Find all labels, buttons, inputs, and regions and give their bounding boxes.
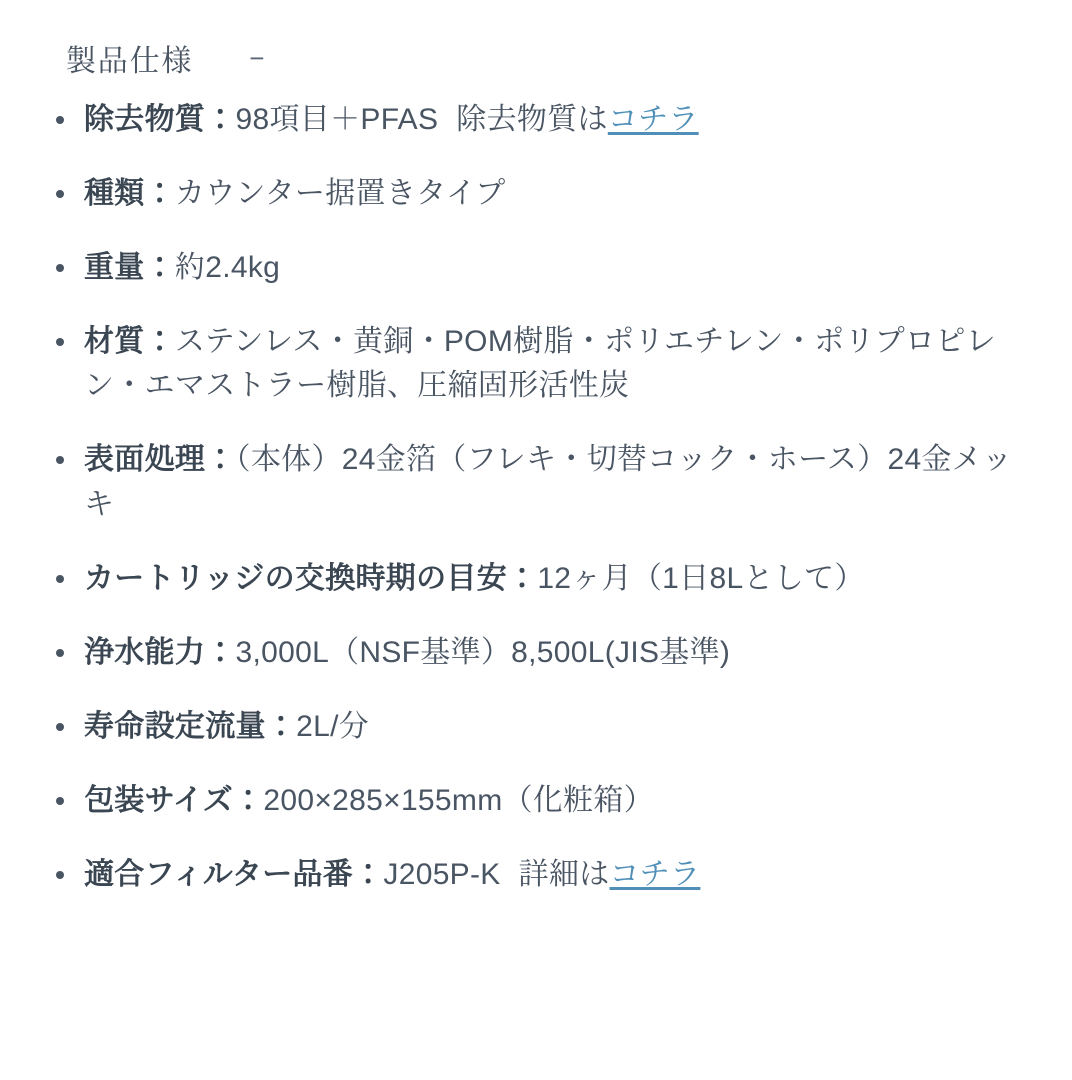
spec-trailing-text: 除去物質は [456,103,608,136]
spec-value: 200×285×155mm（化粧箱） [263,783,654,817]
spec-separator: ： [507,561,538,595]
spec-value: 約2.4kg [174,251,281,285]
spec-label: 表面処理 [84,443,206,477]
spec-label: 寿命設定流量 [84,709,266,743]
list-item [44,705,1042,749]
spec-separator: ： [353,858,384,892]
spec-section-header[interactable] [0,0,1072,98]
list-item [44,853,1042,897]
spec-list [0,98,1072,897]
spec-label: 除去物質 [84,103,206,136]
spec-value: 2L/分 [296,709,370,743]
spec-value: J205P-K [383,858,501,892]
list-item [44,557,1042,601]
spec-value: 3,000L（NSF基準）8,500L(JIS基準) [235,635,731,669]
list-item [44,98,1042,142]
spec-label: 種類 [84,177,145,211]
spec-label: 材質 [84,325,145,359]
spec-label: 重量 [84,251,145,285]
list-item [44,172,1042,216]
list-item [44,438,1042,526]
spec-label: 浄水能力 [84,635,206,669]
spec-value: ステンレス・黄銅・POM樹脂・ポリエチレン・ポリプロピレン・エマストラー樹脂、圧縮固形活性炭 [84,325,996,403]
spec-value: カウンター据置きタイプ [174,177,506,211]
spec-separator: ： [144,251,175,285]
spec-separator: ： [265,709,297,743]
spec-value: 98項目＋PFAS [235,103,439,136]
spec-label: 包装サイズ： [84,783,264,817]
list-item [44,779,1042,823]
spec-separator: ： [144,325,175,359]
spec-separator: ： [144,177,175,211]
page-title: 製品仕様 [66,45,194,78]
spec-separator: ： [205,443,236,477]
collapse-toggle-icon[interactable]: − [249,43,267,73]
list-item [44,320,1042,408]
spec-separator: ： [205,103,236,136]
spec-label: カートリッジの交換時期の目安 [84,561,507,595]
filter-details-link[interactable]: コチラ [609,858,701,892]
list-item [44,631,1042,675]
spec-value: （本体）24金箔（フレキ・切替コック・ホース）24金メッキ [84,443,1013,521]
spec-separator: ： [205,635,236,669]
removal-substances-link[interactable]: コチラ [607,103,699,136]
spec-value: 12ヶ月（1日8Lとして） [537,561,865,595]
spec-label: 適合フィルター品番 [84,858,354,892]
spec-trailing-text: 詳細は [518,858,610,892]
list-item [44,246,1042,290]
